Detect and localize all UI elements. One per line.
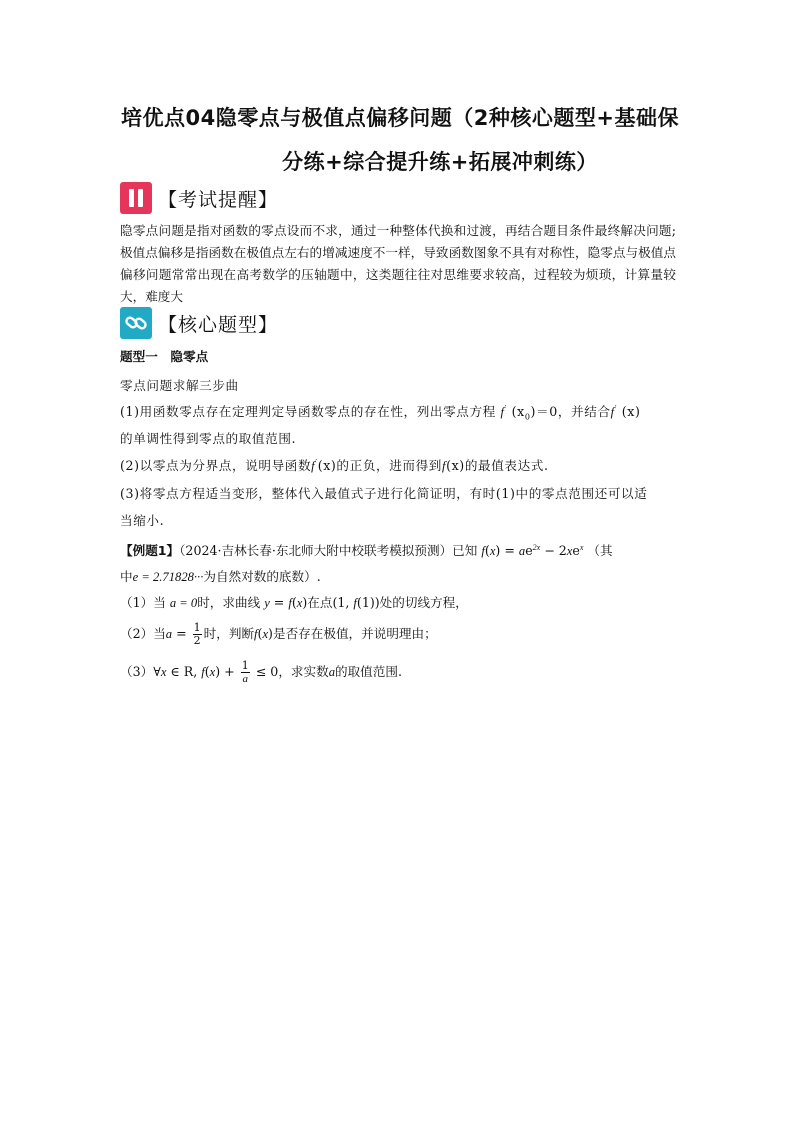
fraction-one-half: $\frac{1}{2}$ bbox=[193, 621, 201, 647]
document-title-line2: 分练+综合提升练+拓展冲刺练） bbox=[282, 150, 598, 174]
q1-text-d: 处的切线方程， bbox=[379, 595, 468, 610]
type1-heading: 题型一 隐零点 bbox=[120, 349, 209, 364]
steps-heading: 零点问题求解三步曲 bbox=[120, 378, 239, 393]
step1-text-d: (x) bbox=[621, 404, 641, 419]
reminder-section-title: 【考试提醒】 bbox=[158, 188, 279, 211]
q1-text-c: 在点 bbox=[307, 595, 333, 610]
euler-number: e = 2.71828··· bbox=[132, 570, 204, 584]
document-title-line1: 培优点04隐零点与极值点偏移问题（2种核心题型+基础保 bbox=[121, 106, 679, 130]
step1-line1: (1)用函数零点存在定理判定导函数零点的存在性，列出零点方程 f′ $(x_0)=0$，并结合f′ (x) bbox=[120, 403, 641, 422]
example1-tail: （其 bbox=[587, 543, 613, 558]
question2: （2）当a = $\frac{1}{2}$ 时，判断f(x)是否存在极值，并说明理由； bbox=[120, 621, 437, 647]
step2-text-c: (x)的最值表达式. bbox=[446, 458, 549, 473]
q1-text-b: 时，求曲线 bbox=[197, 595, 261, 610]
example1-line1: 【例题1】（2024·吉林长春·东北师大附中校联考模拟预测）已知 $f(x) = ae^{2x} - 2xe^x$ （其 bbox=[120, 542, 613, 558]
fraction-one-over-a: $\frac{1}{a}$ bbox=[241, 659, 249, 685]
q3-text-c: 的取值范围. bbox=[334, 664, 402, 679]
reminder-paragraph: 隐零点问题是指对函数的零点设而不求，通过一种整体代换和过渡，再结合题目条件最终解决问题;极值点偏移是指函数在极值点左右的增减速度不一样，导致函数图象不具有对称性，隐零点与极值点偏移问题常常出现在高考数学的压轴题中，这类题往往对思维要求较高，过程较为烦琐，计算量较大，难度大 bbox=[120, 223, 676, 304]
step1-line2: 的单调性得到零点的取值范围. bbox=[120, 431, 297, 446]
step1-text-b: (x bbox=[511, 404, 525, 419]
example1-function: f bbox=[481, 544, 485, 558]
step3-line1: (3)将零点方程适当变形，整体代入最值式子进行化简证明，有时(1)中的零点范围还可以适 bbox=[120, 486, 648, 501]
q2-text-a: （2）当 bbox=[120, 626, 166, 641]
q3-text-b: ，求实数 bbox=[278, 664, 329, 679]
core-section-title: 【核心题型】 bbox=[158, 313, 279, 336]
q1-text-a: （1）当 bbox=[120, 595, 166, 610]
step2-text-a: (2)以零点为分界点，说明导函数 bbox=[120, 458, 312, 473]
q2-text-c: 是否存在极值，并说明理由； bbox=[272, 626, 437, 641]
link-icon bbox=[120, 307, 152, 339]
example1-line2-c: 为自然对数的底数）. bbox=[203, 569, 321, 584]
example1-line2-a: 中 bbox=[120, 569, 133, 584]
q1-condition: a = 0 bbox=[169, 596, 198, 610]
example1-line2 bbox=[120, 566, 321, 585]
step2-line: (2)以零点为分界点，说明导函数f′(x)的正负，进而得到f(x)的最值表达式. bbox=[120, 457, 549, 473]
q3-text-a: （3） bbox=[120, 664, 154, 679]
question3: （3）∀x ∈ R, f(x) + $\frac{1}{a}$ ≤ 0，求实数a的取值范围. bbox=[120, 659, 402, 685]
question1: （1）当 a = 0时，求曲线 y = f(x)在点(1, f(1))处的切线方程， bbox=[120, 595, 468, 610]
step2-text-b: (x)的正负，进而得到 bbox=[317, 458, 442, 473]
core-section-header bbox=[120, 306, 278, 340]
step1-text-c: )＝0，并结合 bbox=[530, 404, 611, 419]
q2-text-b: 时，判断 bbox=[203, 626, 255, 641]
step1-text-a: (1)用函数零点存在定理判定导函数零点的存在性，列出零点方程 bbox=[120, 404, 496, 419]
pause-icon bbox=[120, 182, 152, 214]
example1-label: 【例题1】 bbox=[120, 543, 180, 558]
step3-line2: 当缩小. bbox=[120, 513, 165, 528]
reminder-section-header bbox=[120, 181, 278, 215]
example1-source: （2024·吉林长春·东北师大附中校联考模拟预测）已知 bbox=[179, 543, 478, 558]
